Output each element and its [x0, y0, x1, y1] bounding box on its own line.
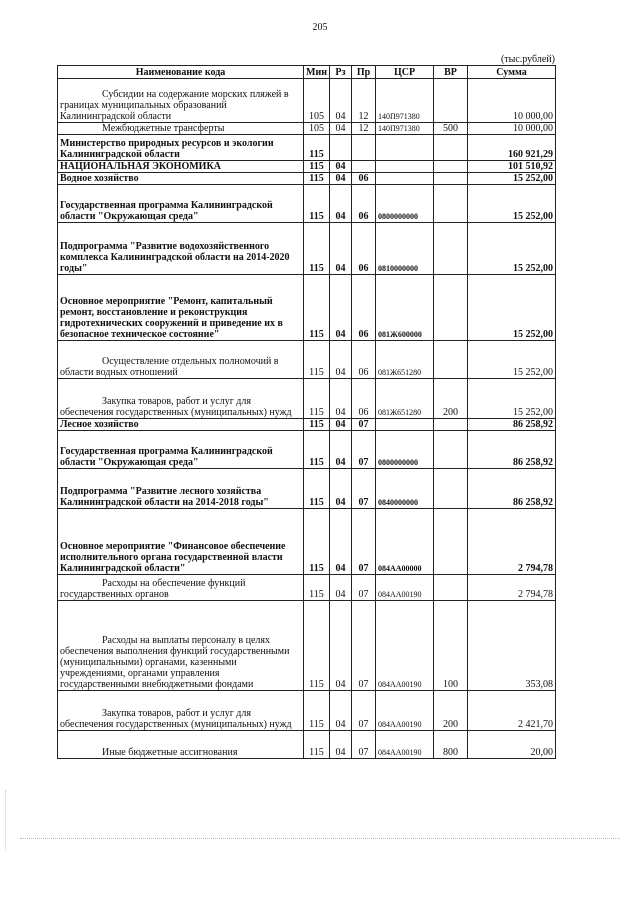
cell-min: 115 — [304, 161, 330, 173]
header-vr: ВР — [434, 66, 468, 79]
cell-vr: 200 — [434, 691, 468, 731]
cell-rz: 04 — [330, 123, 352, 135]
cell-min: 115 — [304, 275, 330, 341]
cell-vr — [434, 431, 468, 469]
cell-pr: 07 — [352, 509, 376, 575]
cell-pr: 07 — [352, 731, 376, 759]
cell-vr: 200 — [434, 379, 468, 419]
table-row — [58, 223, 556, 275]
cell-min: 115 — [304, 223, 330, 275]
cell-sum: 15 252,00 — [468, 173, 556, 185]
cell-sum: 15 252,00 — [468, 341, 556, 379]
table-row — [58, 379, 556, 419]
cell-pr: 06 — [352, 275, 376, 341]
cell-min: 115 — [304, 185, 330, 223]
cell-vr — [434, 275, 468, 341]
cell-rz: 04 — [330, 185, 352, 223]
cell-name: НАЦИОНАЛЬНАЯ ЭКОНОМИКА — [58, 161, 304, 173]
cell-vr — [434, 469, 468, 509]
cell-sum: 15 252,00 — [468, 185, 556, 223]
cell-name: Государственная программа Калининградской области "Окружающая среда" — [58, 431, 304, 469]
table-body — [58, 79, 556, 759]
cell-sum: 2 421,70 — [468, 691, 556, 731]
cell-csr: 084АА00190 — [376, 601, 434, 691]
table-row — [58, 123, 556, 135]
cell-csr: 0810000000 — [376, 223, 434, 275]
cell-name: Осуществление отдельных полномочий в области водных отношений — [58, 341, 304, 379]
cell-vr — [434, 135, 468, 161]
cell-vr — [434, 173, 468, 185]
cell-name: Лесное хозяйство — [58, 419, 304, 431]
cell-pr — [352, 161, 376, 173]
cell-pr: 07 — [352, 469, 376, 509]
cell-pr — [352, 135, 376, 161]
cell-csr: 081Ж651280 — [376, 379, 434, 419]
table-row — [58, 341, 556, 379]
cell-rz: 04 — [330, 341, 352, 379]
cell-name: Основное мероприятие "Ремонт, капитальный ремонт, восстановление и реконструкция гидротехнических сооружений и приведение их в безопасное техническое состояние" — [58, 275, 304, 341]
budget-table — [57, 65, 556, 759]
cell-csr: 084АА00190 — [376, 731, 434, 759]
table-row — [58, 135, 556, 161]
cell-pr: 06 — [352, 223, 376, 275]
header-sum: Сумма — [468, 66, 556, 79]
cell-csr: 084АА00190 — [376, 575, 434, 601]
cell-min: 115 — [304, 419, 330, 431]
scan-artifact-line — [20, 838, 620, 840]
cell-min: 105 — [304, 123, 330, 135]
cell-sum: 2 794,78 — [468, 575, 556, 601]
header-rz: Рз — [330, 66, 352, 79]
cell-rz: 04 — [330, 691, 352, 731]
cell-sum: 2 794,78 — [468, 509, 556, 575]
cell-vr: 500 — [434, 123, 468, 135]
cell-rz: 04 — [330, 223, 352, 275]
table-row — [58, 173, 556, 185]
cell-min: 115 — [304, 173, 330, 185]
cell-rz — [330, 135, 352, 161]
cell-sum: 86 258,92 — [468, 419, 556, 431]
cell-name: Расходы на обеспечение функций государственных органов — [58, 575, 304, 601]
cell-csr — [376, 135, 434, 161]
header-name: Наименование кода — [58, 66, 304, 79]
cell-rz: 04 — [330, 509, 352, 575]
cell-vr — [434, 79, 468, 123]
cell-sum: 20,00 — [468, 731, 556, 759]
cell-rz: 04 — [330, 431, 352, 469]
cell-name: Субсидии на содержание морских пляжей в границах муниципальных образований Калининградской области — [58, 79, 304, 123]
cell-rz: 04 — [330, 469, 352, 509]
cell-pr: 12 — [352, 79, 376, 123]
cell-name: Иные бюджетные ассигнования — [58, 731, 304, 759]
cell-csr: 0800000000 — [376, 185, 434, 223]
page-number: 205 — [312, 22, 328, 33]
header-min: Мин — [304, 66, 330, 79]
cell-name: Основное мероприятие "Финансовое обеспечение исполнительного органа государственной власти Калининградской области" — [58, 509, 304, 575]
cell-min: 115 — [304, 379, 330, 419]
cell-rz: 04 — [330, 161, 352, 173]
header-csr: ЦСР — [376, 66, 434, 79]
cell-csr — [376, 161, 434, 173]
table-row — [58, 575, 556, 601]
cell-name: Закупка товаров, работ и услуг для обеспечения государственных (муниципальных) нужд — [58, 691, 304, 731]
cell-sum: 86 258,92 — [468, 469, 556, 509]
cell-csr: 084АА00000 — [376, 509, 434, 575]
cell-min: 115 — [304, 509, 330, 575]
cell-sum: 15 252,00 — [468, 223, 556, 275]
cell-name: Межбюджетные трансферты — [58, 123, 304, 135]
cell-vr: 800 — [434, 731, 468, 759]
cell-min: 115 — [304, 135, 330, 161]
cell-rz: 04 — [330, 173, 352, 185]
cell-sum: 160 921,29 — [468, 135, 556, 161]
cell-sum: 353,08 — [468, 601, 556, 691]
table-row — [58, 469, 556, 509]
cell-rz: 04 — [330, 575, 352, 601]
table-row — [58, 275, 556, 341]
table-row — [58, 431, 556, 469]
cell-vr — [434, 509, 468, 575]
cell-rz: 04 — [330, 601, 352, 691]
table-row — [58, 509, 556, 575]
cell-vr: 100 — [434, 601, 468, 691]
cell-vr — [434, 161, 468, 173]
cell-pr: 07 — [352, 575, 376, 601]
cell-vr — [434, 575, 468, 601]
cell-min: 115 — [304, 731, 330, 759]
cell-name: Подпрограмма "Развитие водохозяйственного комплекса Калининградской области на 2014-2020 годы" — [58, 223, 304, 275]
cell-rz: 04 — [330, 79, 352, 123]
cell-sum: 15 252,00 — [468, 275, 556, 341]
table-row — [58, 79, 556, 123]
cell-rz: 04 — [330, 275, 352, 341]
table-header-row — [58, 66, 556, 79]
cell-min: 115 — [304, 691, 330, 731]
cell-pr: 12 — [352, 123, 376, 135]
cell-vr — [434, 223, 468, 275]
table-row — [58, 161, 556, 173]
cell-csr: 140П971380 — [376, 79, 434, 123]
table-row — [58, 601, 556, 691]
header-pr: Пр — [352, 66, 376, 79]
units-label: (тыс.рублей) — [500, 54, 555, 65]
cell-rz: 04 — [330, 731, 352, 759]
cell-pr: 06 — [352, 341, 376, 379]
cell-min: 115 — [304, 431, 330, 469]
cell-pr: 06 — [352, 185, 376, 223]
cell-pr: 07 — [352, 419, 376, 431]
cell-rz: 04 — [330, 379, 352, 419]
cell-sum: 10 000,00 — [468, 79, 556, 123]
cell-sum: 101 510,92 — [468, 161, 556, 173]
cell-min: 115 — [304, 341, 330, 379]
cell-min: 105 — [304, 79, 330, 123]
cell-vr — [434, 419, 468, 431]
cell-pr: 06 — [352, 173, 376, 185]
cell-min: 115 — [304, 575, 330, 601]
cell-csr: 084АА00190 — [376, 691, 434, 731]
cell-name: Водное хозяйство — [58, 173, 304, 185]
cell-name: Расходы на выплаты персоналу в целях обеспечения выполнения функций государственными (муниципальными) органами, казенными учреждениями, органами управления государственными внебюджетными фондами — [58, 601, 304, 691]
cell-csr: 0800000000 — [376, 431, 434, 469]
cell-csr — [376, 173, 434, 185]
cell-csr: 081Ж651280 — [376, 341, 434, 379]
cell-sum: 15 252,00 — [468, 379, 556, 419]
cell-pr: 07 — [352, 431, 376, 469]
cell-vr — [434, 185, 468, 223]
cell-sum: 10 000,00 — [468, 123, 556, 135]
table-row — [58, 185, 556, 223]
cell-csr: 0840000000 — [376, 469, 434, 509]
cell-csr: 081Ж600000 — [376, 275, 434, 341]
cell-csr — [376, 419, 434, 431]
cell-csr: 140П971380 — [376, 123, 434, 135]
cell-min: 115 — [304, 469, 330, 509]
cell-sum: 86 258,92 — [468, 431, 556, 469]
cell-name: Подпрограмма "Развитие лесного хозяйства Калининградской области на 2014-2018 годы" — [58, 469, 304, 509]
cell-pr: 06 — [352, 379, 376, 419]
cell-vr — [434, 341, 468, 379]
cell-rz: 04 — [330, 419, 352, 431]
cell-name: Министерство природных ресурсов и экологии Калининградской области — [58, 135, 304, 161]
table-row — [58, 691, 556, 731]
cell-pr: 07 — [352, 691, 376, 731]
cell-name: Закупка товаров, работ и услуг для обеспечения государственных (муниципальных) нужд — [58, 379, 304, 419]
table-row — [58, 419, 556, 431]
cell-min: 115 — [304, 601, 330, 691]
cell-name: Государственная программа Калининградской области "Окружающая среда" — [58, 185, 304, 223]
scan-artifact-edge — [5, 790, 7, 850]
cell-pr: 07 — [352, 601, 376, 691]
table-row — [58, 731, 556, 759]
